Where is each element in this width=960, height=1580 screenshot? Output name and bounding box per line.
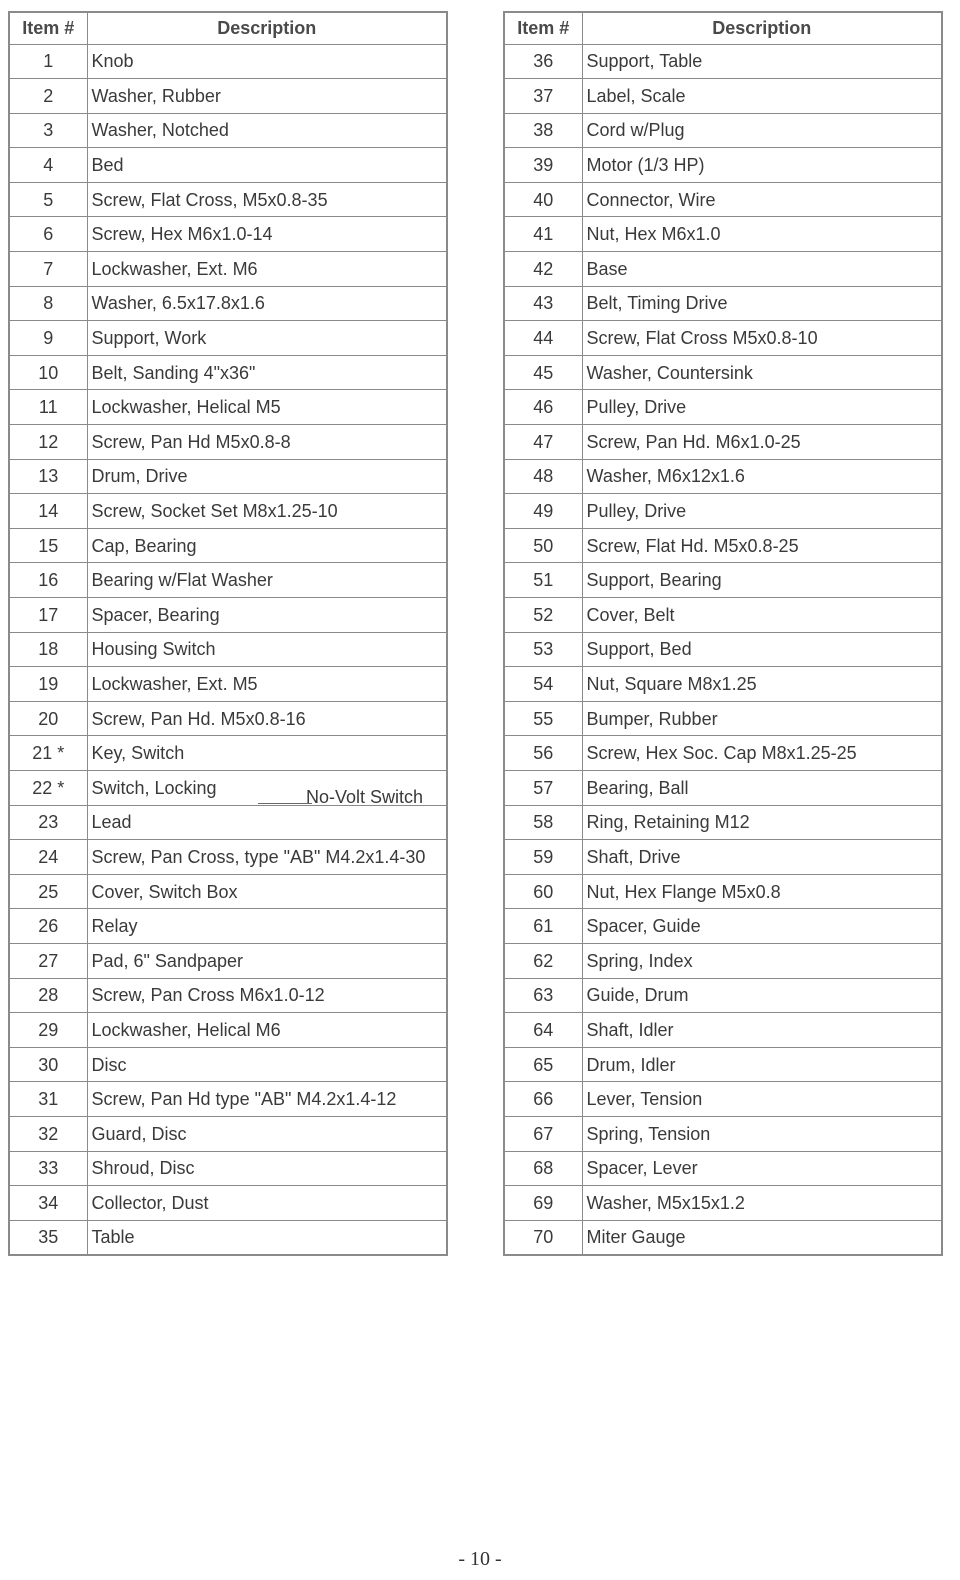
table-row bbox=[504, 1220, 942, 1255]
table-row bbox=[9, 805, 447, 840]
item-number: 67 bbox=[504, 1116, 582, 1151]
item-number: 10 bbox=[9, 355, 87, 390]
parts-table-left bbox=[8, 11, 448, 1256]
item-number: 12 bbox=[9, 425, 87, 460]
item-description: Pad, 6" Sandpaper bbox=[87, 943, 447, 978]
table-row bbox=[504, 770, 942, 805]
item-number: 32 bbox=[9, 1116, 87, 1151]
item-description: Lockwasher, Ext. M6 bbox=[87, 252, 447, 287]
item-description: Belt, Sanding 4"x36" bbox=[87, 355, 447, 390]
table-row bbox=[504, 805, 942, 840]
table-row bbox=[504, 1186, 942, 1221]
table-row bbox=[9, 286, 447, 321]
item-description: Relay bbox=[87, 909, 447, 944]
table-row bbox=[9, 79, 447, 114]
item-number: 47 bbox=[504, 425, 582, 460]
table-row bbox=[504, 874, 942, 909]
table-row bbox=[504, 390, 942, 425]
item-description: Key, Switch bbox=[87, 736, 447, 771]
item-description: Collector, Dust bbox=[87, 1186, 447, 1221]
item-number: 52 bbox=[504, 598, 582, 633]
table-row bbox=[9, 701, 447, 736]
item-number: 38 bbox=[504, 113, 582, 148]
item-number: 30 bbox=[9, 1047, 87, 1082]
table-row bbox=[9, 459, 447, 494]
table-row bbox=[504, 1116, 942, 1151]
item-number: 60 bbox=[504, 874, 582, 909]
table-row bbox=[504, 321, 942, 356]
item-description: Miter Gauge bbox=[582, 1220, 942, 1255]
item-description: Lead bbox=[87, 805, 447, 840]
item-description: Screw, Pan Cross M6x1.0-12 bbox=[87, 978, 447, 1013]
table-row bbox=[9, 1013, 447, 1048]
table-row bbox=[504, 563, 942, 598]
item-description: Washer, Countersink bbox=[582, 355, 942, 390]
item-number: 59 bbox=[504, 840, 582, 875]
header-row bbox=[504, 12, 942, 44]
item-description: Bumper, Rubber bbox=[582, 701, 942, 736]
header-row bbox=[9, 12, 447, 44]
item-number: 14 bbox=[9, 494, 87, 529]
item-number: 18 bbox=[9, 632, 87, 667]
table-row bbox=[9, 909, 447, 944]
table-row bbox=[504, 1013, 942, 1048]
item-description: Spring, Tension bbox=[582, 1116, 942, 1151]
item-number: 42 bbox=[504, 252, 582, 287]
item-description: Drum, Drive bbox=[87, 459, 447, 494]
item-number: 4 bbox=[9, 148, 87, 183]
item-number: 41 bbox=[504, 217, 582, 252]
table-row bbox=[9, 736, 447, 771]
table-row bbox=[504, 598, 942, 633]
item-number: 57 bbox=[504, 770, 582, 805]
table-row bbox=[9, 1047, 447, 1082]
item-description: Shroud, Disc bbox=[87, 1151, 447, 1186]
table-row bbox=[9, 148, 447, 183]
item-number: 20 bbox=[9, 701, 87, 736]
item-number: 1 bbox=[9, 44, 87, 79]
table-row bbox=[9, 598, 447, 633]
item-description: Bearing, Ball bbox=[582, 770, 942, 805]
item-number: 8 bbox=[9, 286, 87, 321]
table-row bbox=[504, 355, 942, 390]
item-number: 54 bbox=[504, 667, 582, 702]
item-description: Screw, Flat Hd. M5x0.8-25 bbox=[582, 528, 942, 563]
item-number: 26 bbox=[9, 909, 87, 944]
item-description: Housing Switch bbox=[87, 632, 447, 667]
item-description: Guide, Drum bbox=[582, 978, 942, 1013]
item-number: 55 bbox=[504, 701, 582, 736]
item-number: 66 bbox=[504, 1082, 582, 1117]
table-row bbox=[9, 632, 447, 667]
item-description: Washer, Rubber bbox=[87, 79, 447, 114]
item-description: Pulley, Drive bbox=[582, 494, 942, 529]
item-description: Lockwasher, Helical M6 bbox=[87, 1013, 447, 1048]
item-number: 70 bbox=[504, 1220, 582, 1255]
item-description: Table bbox=[87, 1220, 447, 1255]
item-description: Cap, Bearing bbox=[87, 528, 447, 563]
item-number: 40 bbox=[504, 182, 582, 217]
item-description: Belt, Timing Drive bbox=[582, 286, 942, 321]
item-description: Screw, Pan Cross, type "AB" M4.2x1.4-30 bbox=[87, 840, 447, 875]
item-description: Support, Bearing bbox=[582, 563, 942, 598]
table-row bbox=[9, 874, 447, 909]
table-row bbox=[504, 44, 942, 79]
item-number: 50 bbox=[504, 528, 582, 563]
item-description: Screw, Pan Hd type "AB" M4.2x1.4-12 bbox=[87, 1082, 447, 1117]
item-number: 51 bbox=[504, 563, 582, 598]
table-row bbox=[9, 943, 447, 978]
item-description: Screw, Pan Hd M5x0.8-8 bbox=[87, 425, 447, 460]
table-row bbox=[504, 909, 942, 944]
item-description: Support, Work bbox=[87, 321, 447, 356]
item-description: Connector, Wire bbox=[582, 182, 942, 217]
item-description: Cover, Switch Box bbox=[87, 874, 447, 909]
item-description: Spring, Index bbox=[582, 943, 942, 978]
item-number: 68 bbox=[504, 1151, 582, 1186]
table-row bbox=[9, 978, 447, 1013]
item-number: 48 bbox=[504, 459, 582, 494]
item-number: 15 bbox=[9, 528, 87, 563]
table-row bbox=[504, 494, 942, 529]
item-description: Screw, Flat Cross, M5x0.8-35 bbox=[87, 182, 447, 217]
item-description: Washer, Notched bbox=[87, 113, 447, 148]
table-row bbox=[9, 390, 447, 425]
item-description: Washer, 6.5x17.8x1.6 bbox=[87, 286, 447, 321]
table-row bbox=[9, 425, 447, 460]
item-description: Ring, Retaining M12 bbox=[582, 805, 942, 840]
item-description: Screw, Socket Set M8x1.25-10 bbox=[87, 494, 447, 529]
item-description: Lockwasher, Helical M5 bbox=[87, 390, 447, 425]
table-row bbox=[504, 840, 942, 875]
table-row bbox=[9, 1151, 447, 1186]
item-header: Item # bbox=[504, 12, 582, 44]
table-row bbox=[9, 252, 447, 287]
table-row bbox=[504, 667, 942, 702]
item-number: 39 bbox=[504, 148, 582, 183]
item-number: 25 bbox=[9, 874, 87, 909]
item-description: Screw, Pan Hd. M6x1.0-25 bbox=[582, 425, 942, 460]
item-description: Base bbox=[582, 252, 942, 287]
table-row bbox=[9, 1082, 447, 1117]
item-number: 53 bbox=[504, 632, 582, 667]
item-description: Nut, Hex M6x1.0 bbox=[582, 217, 942, 252]
item-description: Label, Scale bbox=[582, 79, 942, 114]
item-number: 33 bbox=[9, 1151, 87, 1186]
item-description: Pulley, Drive bbox=[582, 390, 942, 425]
item-number: 31 bbox=[9, 1082, 87, 1117]
table-row bbox=[9, 494, 447, 529]
item-number: 2 bbox=[9, 79, 87, 114]
item-number: 64 bbox=[504, 1013, 582, 1048]
item-description: Guard, Disc bbox=[87, 1116, 447, 1151]
item-number: 7 bbox=[9, 252, 87, 287]
item-description: Knob bbox=[87, 44, 447, 79]
table-row bbox=[9, 1220, 447, 1255]
table-row bbox=[9, 528, 447, 563]
table-row bbox=[504, 528, 942, 563]
item-number: 62 bbox=[504, 943, 582, 978]
table-row bbox=[504, 252, 942, 287]
table-row bbox=[504, 113, 942, 148]
table-row bbox=[504, 701, 942, 736]
table-row bbox=[504, 79, 942, 114]
item-description: Disc bbox=[87, 1047, 447, 1082]
description-header: Description bbox=[582, 12, 942, 44]
table-row bbox=[504, 978, 942, 1013]
item-number: 17 bbox=[9, 598, 87, 633]
table-row bbox=[504, 1151, 942, 1186]
item-description: Shaft, Drive bbox=[582, 840, 942, 875]
item-description: Switch, Locking bbox=[87, 770, 447, 805]
item-description: Drum, Idler bbox=[582, 1047, 942, 1082]
item-number: 65 bbox=[504, 1047, 582, 1082]
item-description: Nut, Square M8x1.25 bbox=[582, 667, 942, 702]
table-row bbox=[504, 425, 942, 460]
item-number: 46 bbox=[504, 390, 582, 425]
item-description: Spacer, Guide bbox=[582, 909, 942, 944]
item-description: Cord w/Plug bbox=[582, 113, 942, 148]
item-description: Washer, M5x15x1.2 bbox=[582, 1186, 942, 1221]
item-description: Bearing w/Flat Washer bbox=[87, 563, 447, 598]
item-number: 24 bbox=[9, 840, 87, 875]
table-row bbox=[504, 459, 942, 494]
item-number: 29 bbox=[9, 1013, 87, 1048]
item-number: 6 bbox=[9, 217, 87, 252]
item-description: Lever, Tension bbox=[582, 1082, 942, 1117]
table-row bbox=[504, 943, 942, 978]
switch-group-note: No-Volt Switch bbox=[306, 787, 424, 807]
item-number: 56 bbox=[504, 736, 582, 771]
item-number: 27 bbox=[9, 943, 87, 978]
item-number: 13 bbox=[9, 459, 87, 494]
item-number: 28 bbox=[9, 978, 87, 1013]
item-description: Support, Table bbox=[582, 44, 942, 79]
table-row bbox=[504, 217, 942, 252]
table-row bbox=[9, 113, 447, 148]
item-number: 69 bbox=[504, 1186, 582, 1221]
item-description: Motor (1/3 HP) bbox=[582, 148, 942, 183]
table-row bbox=[504, 286, 942, 321]
item-description: Screw, Hex M6x1.0-14 bbox=[87, 217, 447, 252]
item-number: 44 bbox=[504, 321, 582, 356]
item-number: 37 bbox=[504, 79, 582, 114]
item-number: 61 bbox=[504, 909, 582, 944]
table-row bbox=[9, 217, 447, 252]
table-row bbox=[9, 840, 447, 875]
table-row bbox=[504, 148, 942, 183]
item-number: 11 bbox=[9, 390, 87, 425]
item-number: 21 * bbox=[9, 736, 87, 771]
table-row bbox=[504, 182, 942, 217]
item-number: 16 bbox=[9, 563, 87, 598]
item-number: 9 bbox=[9, 321, 87, 356]
item-number: 63 bbox=[504, 978, 582, 1013]
table-row bbox=[504, 1082, 942, 1117]
item-description: Bed bbox=[87, 148, 447, 183]
table-row bbox=[504, 736, 942, 771]
item-number: 35 bbox=[9, 1220, 87, 1255]
table-row bbox=[504, 632, 942, 667]
item-description: Screw, Hex Soc. Cap M8x1.25-25 bbox=[582, 736, 942, 771]
table-row bbox=[9, 182, 447, 217]
item-description: Cover, Belt bbox=[582, 598, 942, 633]
parts-table-right bbox=[503, 11, 943, 1256]
table-row bbox=[504, 1047, 942, 1082]
table-row bbox=[9, 667, 447, 702]
table-row bbox=[9, 355, 447, 390]
switch-group-connector-line bbox=[258, 803, 312, 804]
table-row bbox=[9, 44, 447, 79]
item-description: Screw, Flat Cross M5x0.8-10 bbox=[582, 321, 942, 356]
table-row bbox=[9, 321, 447, 356]
item-description: Spacer, Bearing bbox=[87, 598, 447, 633]
description-header: Description bbox=[87, 12, 447, 44]
item-number: 36 bbox=[504, 44, 582, 79]
item-description: Nut, Hex Flange M5x0.8 bbox=[582, 874, 942, 909]
item-number: 45 bbox=[504, 355, 582, 390]
item-number: 3 bbox=[9, 113, 87, 148]
item-number: 19 bbox=[9, 667, 87, 702]
table-row bbox=[9, 1186, 447, 1221]
item-number: 58 bbox=[504, 805, 582, 840]
item-description: Shaft, Idler bbox=[582, 1013, 942, 1048]
item-description: Spacer, Lever bbox=[582, 1151, 942, 1186]
item-number: 23 bbox=[9, 805, 87, 840]
item-description: Washer, M6x12x1.6 bbox=[582, 459, 942, 494]
item-description: Support, Bed bbox=[582, 632, 942, 667]
item-number: 49 bbox=[504, 494, 582, 529]
item-number: 5 bbox=[9, 182, 87, 217]
item-number: 34 bbox=[9, 1186, 87, 1221]
item-number: 22 * bbox=[9, 770, 87, 805]
item-description: Screw, Pan Hd. M5x0.8-16 bbox=[87, 701, 447, 736]
item-header: Item # bbox=[9, 12, 87, 44]
page-number: - 10 - bbox=[458, 1548, 502, 1570]
table-row bbox=[9, 1116, 447, 1151]
table-row bbox=[9, 563, 447, 598]
item-description: Lockwasher, Ext. M5 bbox=[87, 667, 447, 702]
item-number: 43 bbox=[504, 286, 582, 321]
